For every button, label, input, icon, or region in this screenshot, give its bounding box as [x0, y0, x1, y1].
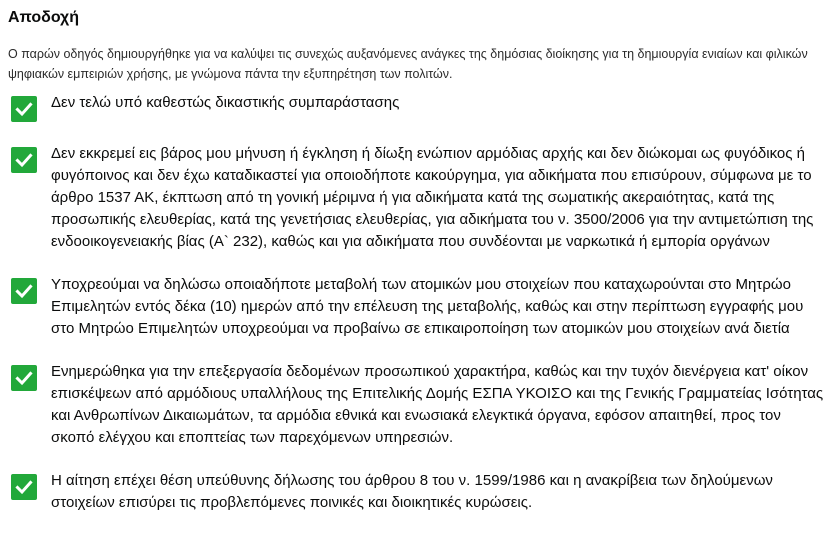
check-item-no-prosecution: [8, 143, 825, 253]
section-title: Αποδοχή: [8, 9, 80, 26]
checkbox-no-prosecution[interactable]: [11, 147, 37, 173]
acceptance-checklist: [8, 92, 825, 514]
checkbox-custody[interactable]: [11, 96, 37, 122]
checkbox-data-processing[interactable]: [11, 365, 37, 391]
check-item-registry-updates: [8, 274, 825, 340]
checkbox-solemn-declaration[interactable]: [11, 474, 37, 500]
check-label-data-processing: Ενημερώθηκα για την επεξεργασία δεδομένων προσωπικού χαρακτήρα, καθώς και την τυχόν διενέργεια κατ' οίκον επισκέψεων από αρμόδιους υπαλλήλους της Επιτελικής Δομής ΕΣΠΑ ΥΚΟΙΣΟ και της Γενικής Γραμματείας Ισότητας και Ανθρωπίνων Δικαιωμάτων, τα αρμόδια εθνικά και ενωσιακά ελεγκτικά όργανα, εφόσον απαιτηθεί, προς τον σκοπό ελέγχου και εποπτείας των παρεχόμενων υπηρεσιών.: [51, 363, 824, 446]
check-item-solemn-declaration: [8, 470, 825, 514]
check-icon: [14, 281, 34, 301]
check-icon: [14, 477, 34, 497]
checkbox-registry-updates[interactable]: [11, 278, 37, 304]
check-label-registry-updates: Υποχρεούμαι να δηλώσω οποιαδήποτε μεταβολή των ατομικών μου στοιχείων που καταχωρούνται στο Μητρώο Επιμελητών εντός δέκα (10) ημερών από την επέλευση της μεταβολής, καθώς και στην περίπτωση εγγραφής μου στο Μητρώο Επιμελητών υποχρεούμαι να προβαίνω σε επικαιροποίηση των ατομικών μου στοιχείων ανά διετία: [51, 276, 804, 337]
check-label-solemn-declaration: Η αίτηση επέχει θέση υπεύθυνης δήλωσης του άρθρου 8 του ν. 1599/1986 και η ανακρίβεια των δηλούμενων στοιχείων επισύρει τις προβλεπόμενες ποινικές και διοικητικές κυρώσεις.: [51, 472, 773, 511]
check-icon: [14, 368, 34, 388]
section-intro: Ο παρών οδηγός δημιουργήθηκε για να καλύψει τις συνεχώς αυξανόμενες ανάγκες της δημόσιας διοίκησης για τη δημιουργία ενιαίων και φιλικών ψηφιακών εμπειριών χρήσης, με γνώμονα πάντα την εξυπηρέτηση των πολιτών.: [8, 47, 808, 81]
check-label-custody: Δεν τελώ υπό καθεστώς δικαστικής συμπαράστασης: [51, 94, 400, 111]
check-item-custody: [8, 92, 825, 122]
check-item-data-processing: [8, 361, 825, 449]
check-icon: [14, 99, 34, 119]
check-label-no-prosecution: Δεν εκκρεμεί εις βάρος μου μήνυση ή έγκληση ή δίωξη ενώπιον αρμόδιας αρχής και δεν διώκομαι ως φυγόδικος ή φυγόποινος και δεν έχω καταδικαστεί για οποιοδήποτε κακούργημα, για αδικήματα που επισύρουν, σύμφωνα με το άρθρο 1537 ΑΚ, έκπτωση από τη γονική μέριμνα ή για αδικήματα κατά της σωματικής ακεραιότητας, κατά της προσωπικής ελευθερίας, κατά της γενετήσιας ελευθερίας, για αδικήματα του ν. 3500/2006 για την αντιμετώπιση της ενδοοικογενειακής βίας (Α` 232), καθώς και για αδικήματα που συνδέονται με ναρκωτικά ή εμπορία οργάνων: [51, 145, 814, 250]
check-icon: [14, 150, 34, 170]
